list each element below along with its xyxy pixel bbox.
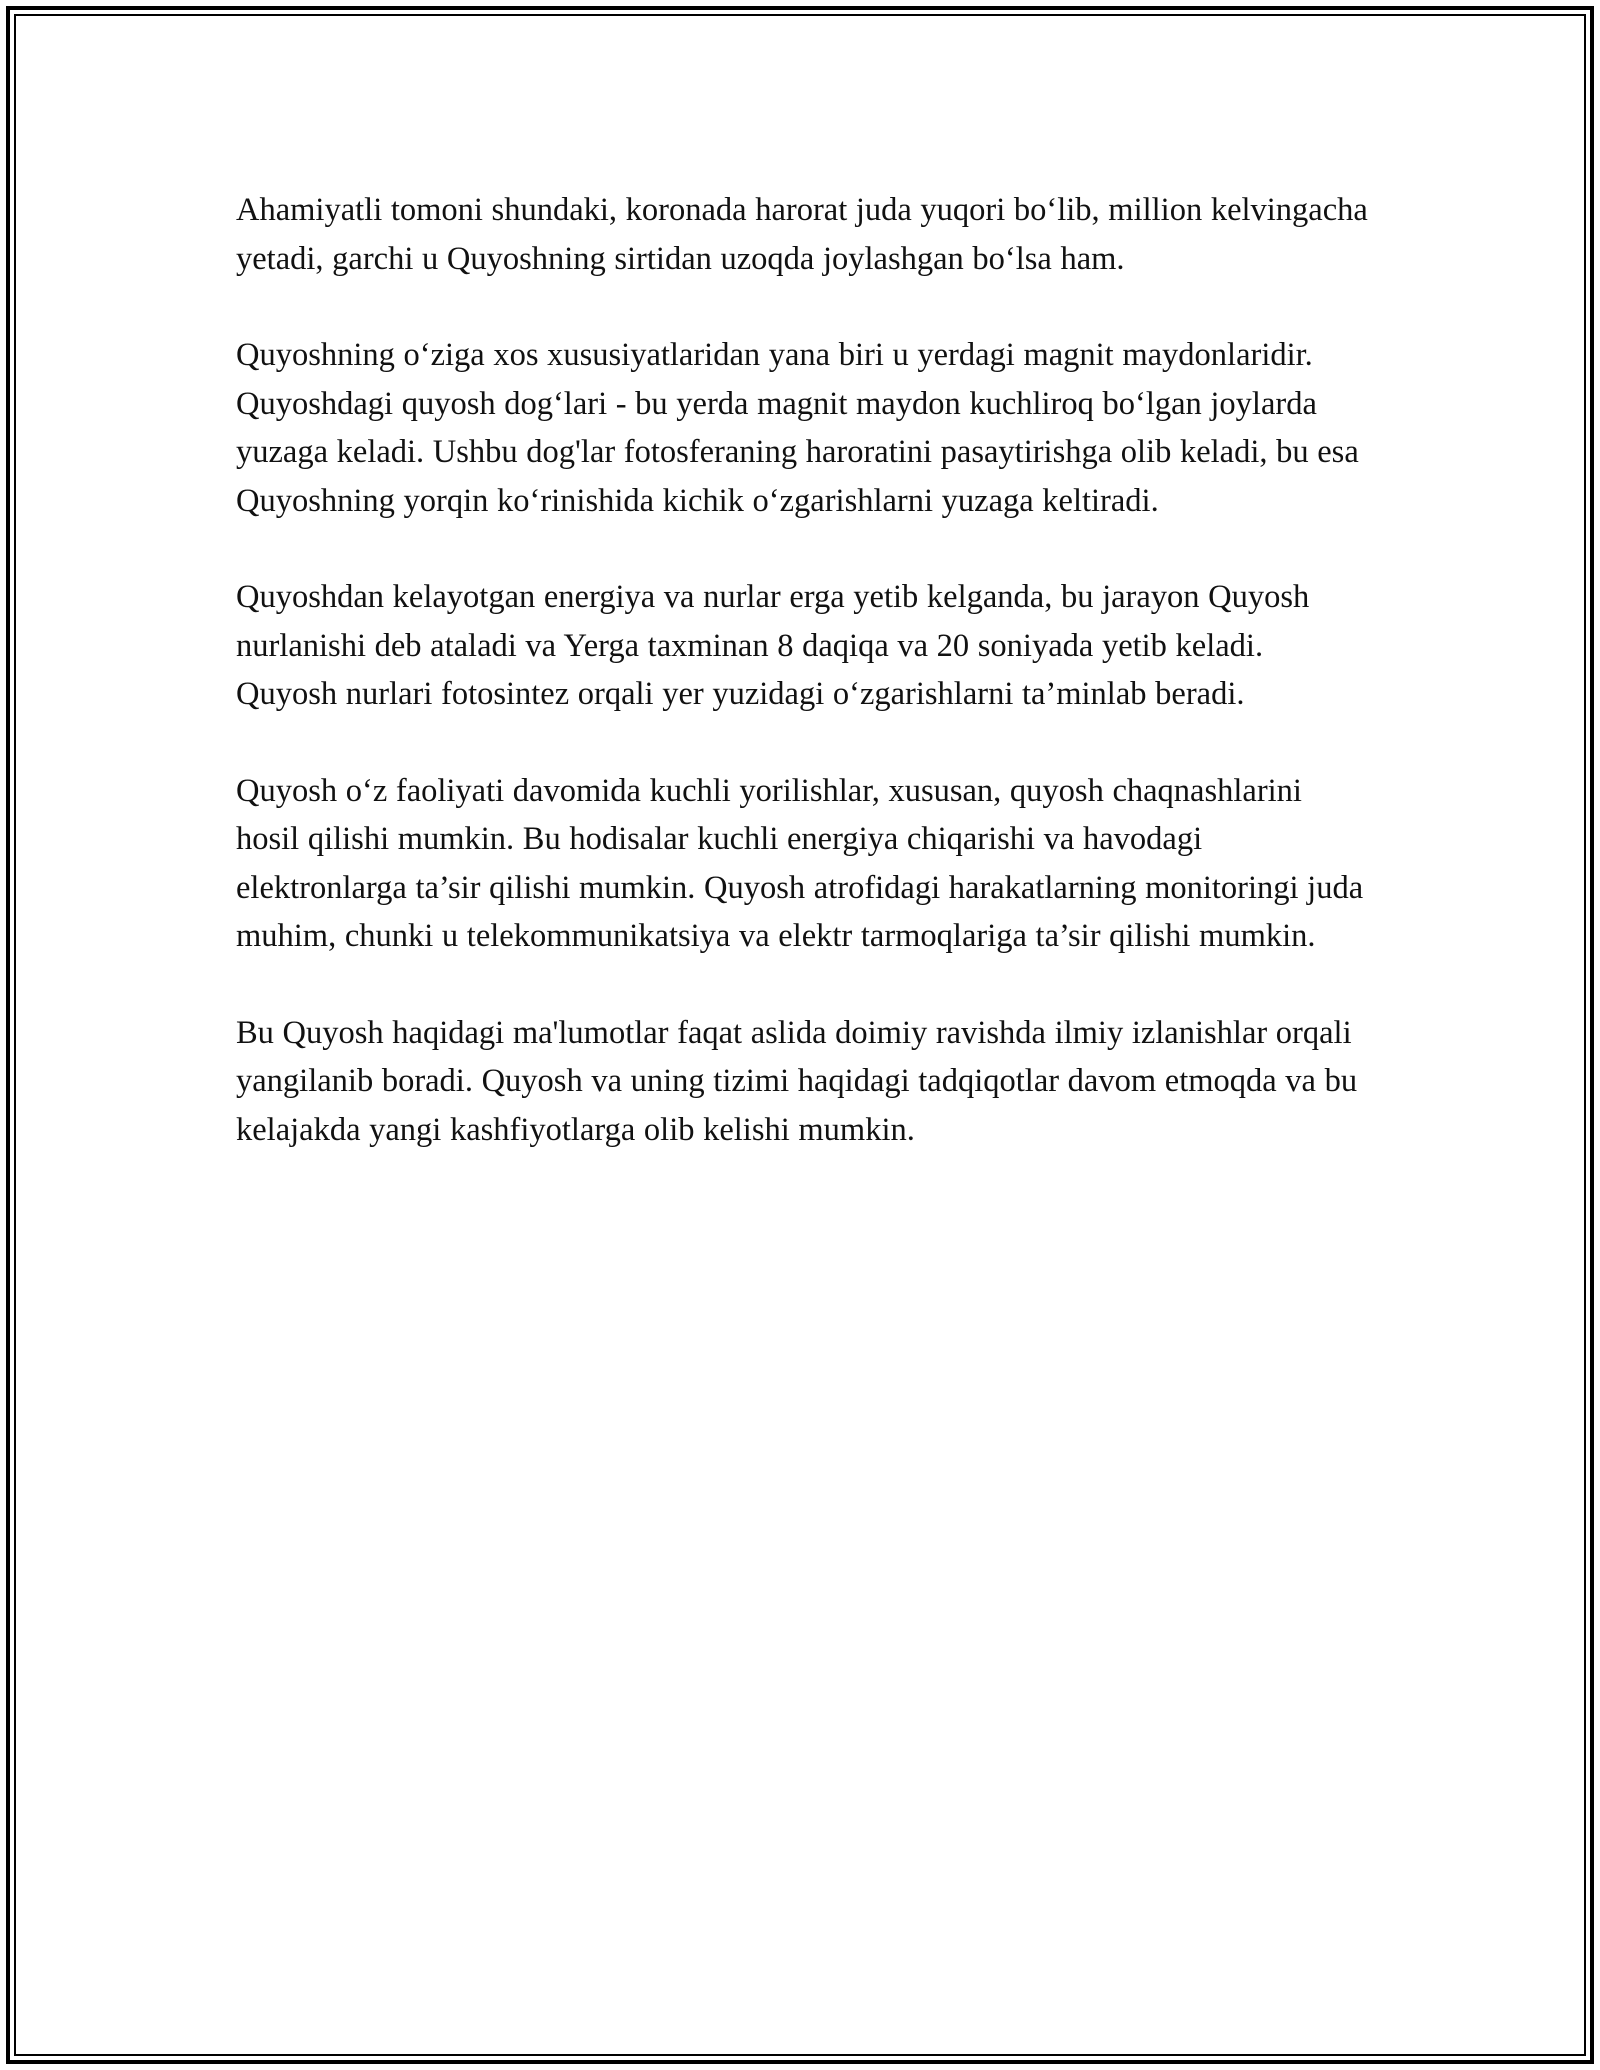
paragraph-research: Bu Quyosh haqidagi ma'lumotlar faqat aslida doimiy ravishda ilmiy izlanishlar orqali yangilanib boradi. Quyosh va uning tizimi haqidagi tadqiqotlar davom etmoqda va bu kelajakda yangi kashfiyotlarga olib kelishi mumkin.	[236, 1014, 1358, 1148]
document-body	[236, 186, 1371, 1154]
paragraph-solar-radiation: Quyoshdan kelayotgan energiya va nurlar erga yetib kelganda, bu jarayon Quyosh nurlanishi deb ataladi va Yerga taxminan 8 daqiqa va 20 soniyada yetib keladi. Quyosh nurlari fotosintez orqali yer yuzidagi o‘zgarishlarni ta’minlab beradi.	[236, 579, 1310, 712]
paragraph-magnetic-fields: Quyoshning o‘ziga xos xususiyatlaridan yana biri u yerdagi magnit maydonlaridir. Quyoshdagi quyosh dog‘lari - bu yerda magnit maydon kuchliroq bo‘lgan joylarda yuzaga keladi. Ushbu dog'lar fotosferaning haroratini pasaytirishga olib keladi, bu esa Quyoshning yorqin ko‘rinishida kichik o‘zgarishlarni yuzaga keltiradi.	[236, 337, 1359, 519]
paragraph-corona-temperature: Ahamiyatli tomoni shundaki, koronada harorat juda yuqori bo‘lib, million kelvingacha yetadi, garchi u Quyoshning sirtidan uzoqda joylashgan bo‘lsa ham.	[236, 192, 1368, 277]
paragraph-solar-flares: Quyosh o‘z faoliyati davomida kuchli yorilishlar, xususan, quyosh chaqnashlarini hosil qilishi mumkin. Bu hodisalar kuchli energiya chiqarishi va havodagi elektronlarga ta’sir qilishi mumkin. Quyosh atrofidagi harakatlarning monitoringi juda muhim, chunki u telekommunikatsiya va elektr tarmoqlariga ta’sir qilishi mumkin.	[236, 772, 1364, 954]
